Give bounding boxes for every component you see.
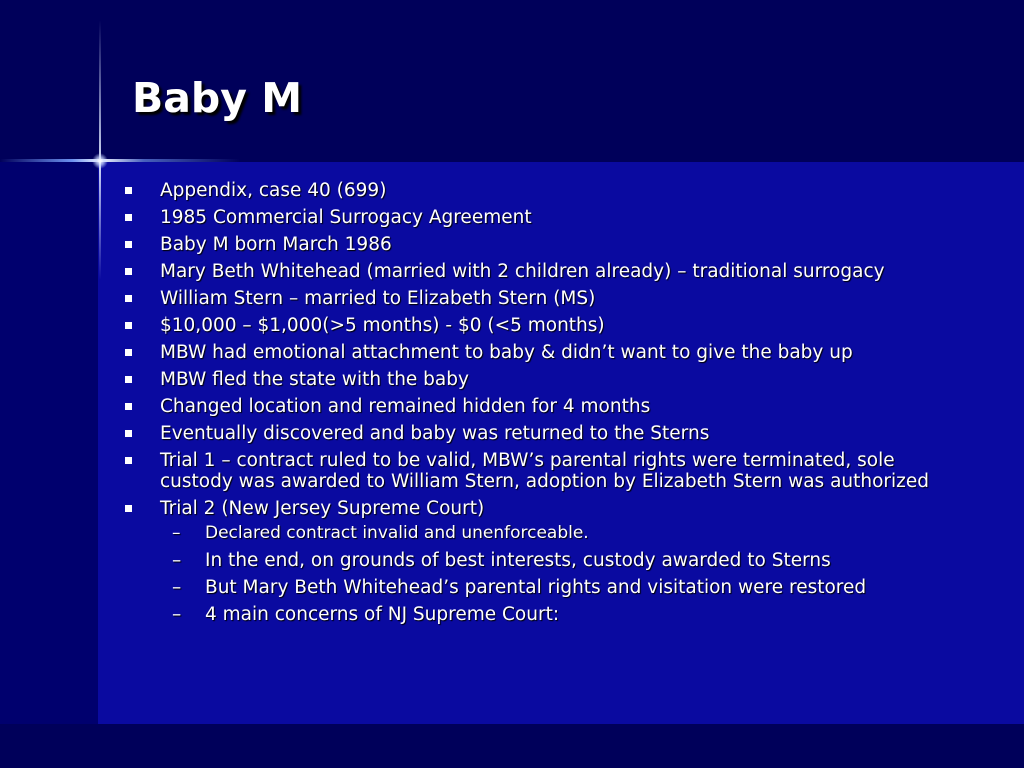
bullet-text: MBW fled the state with the baby (160, 369, 469, 390)
square-bullet-icon (125, 505, 132, 512)
sub-bullet-text: 4 main concerns of NJ Supreme Court: (205, 604, 560, 625)
bullet-text: Eventually discovered and baby was returned to the Sterns (160, 423, 710, 444)
bullet-item (122, 207, 952, 228)
sub-bullet-text: But Mary Beth Whitehead’s parental rights and visitation were restored (205, 577, 867, 598)
sparkle-star-icon (92, 153, 108, 169)
sparkle-horizontal-decoration (0, 159, 240, 162)
bullet-item (122, 423, 952, 444)
bullet-item (122, 396, 952, 417)
sub-bullet-text: Declared contract invalid and unenforceable. (205, 523, 589, 543)
bullet-item (122, 261, 952, 282)
bullet-text: Baby M born March 1986 (160, 234, 392, 255)
bullet-text: Trial 2 (New Jersey Supreme Court) (160, 498, 485, 519)
square-bullet-icon (125, 403, 132, 410)
square-bullet-icon (125, 349, 132, 356)
square-bullet-icon (125, 457, 132, 464)
slide-title: Baby M (132, 74, 303, 122)
square-bullet-icon (125, 268, 132, 275)
bullet-text: Mary Beth Whitehead (married with 2 children already) – traditional surrogacy (160, 261, 885, 282)
dash-bullet-icon: – (172, 550, 182, 571)
bullet-item (122, 498, 952, 625)
dash-bullet-icon: – (172, 577, 182, 598)
bullet-item (122, 288, 952, 309)
sparkle-vertical-decoration (99, 20, 101, 280)
square-bullet-icon (125, 322, 132, 329)
sub-bullet-item (160, 577, 952, 598)
bullet-text: Changed location and remained hidden for 4 months (160, 396, 651, 417)
square-bullet-icon (125, 214, 132, 221)
square-bullet-icon (125, 295, 132, 302)
square-bullet-icon (125, 430, 132, 437)
sub-bullet-item (160, 604, 952, 625)
bullet-item (122, 315, 952, 336)
bullet-item (122, 369, 952, 390)
bullet-item (122, 180, 952, 201)
sub-bullet-text: In the end, on grounds of best interests, custody awarded to Sterns (205, 550, 831, 571)
sub-bullet-item (160, 550, 952, 571)
bullet-item (122, 342, 952, 363)
bullet-text: 1985 Commercial Surrogacy Agreement (160, 207, 532, 228)
sub-bullet-item (160, 523, 952, 544)
bullet-text: William Stern – married to Elizabeth Stern (MS) (160, 288, 596, 309)
bullet-item (122, 234, 952, 255)
bullet-text: $10,000 – $1,000(>5 months) - $0 (<5 months) (160, 315, 605, 336)
bullet-text: Appendix, case 40 (699) (160, 180, 387, 201)
dash-bullet-icon: – (172, 604, 182, 625)
bullet-item (122, 450, 952, 492)
square-bullet-icon (125, 376, 132, 383)
sub-bullet-list (160, 523, 952, 625)
bullet-text: Trial 1 – contract ruled to be valid, MBW’s parental rights were terminated, sole custody was awarded to William Stern, adoption by Elizabeth Stern was authorized (160, 450, 930, 492)
bullet-text: MBW had emotional attachment to baby & didn’t want to give the baby up (160, 342, 853, 363)
bullet-list (122, 180, 952, 631)
left-band-decoration (0, 162, 98, 724)
dash-bullet-icon: – (172, 523, 181, 543)
square-bullet-icon (125, 241, 132, 248)
square-bullet-icon (125, 187, 132, 194)
